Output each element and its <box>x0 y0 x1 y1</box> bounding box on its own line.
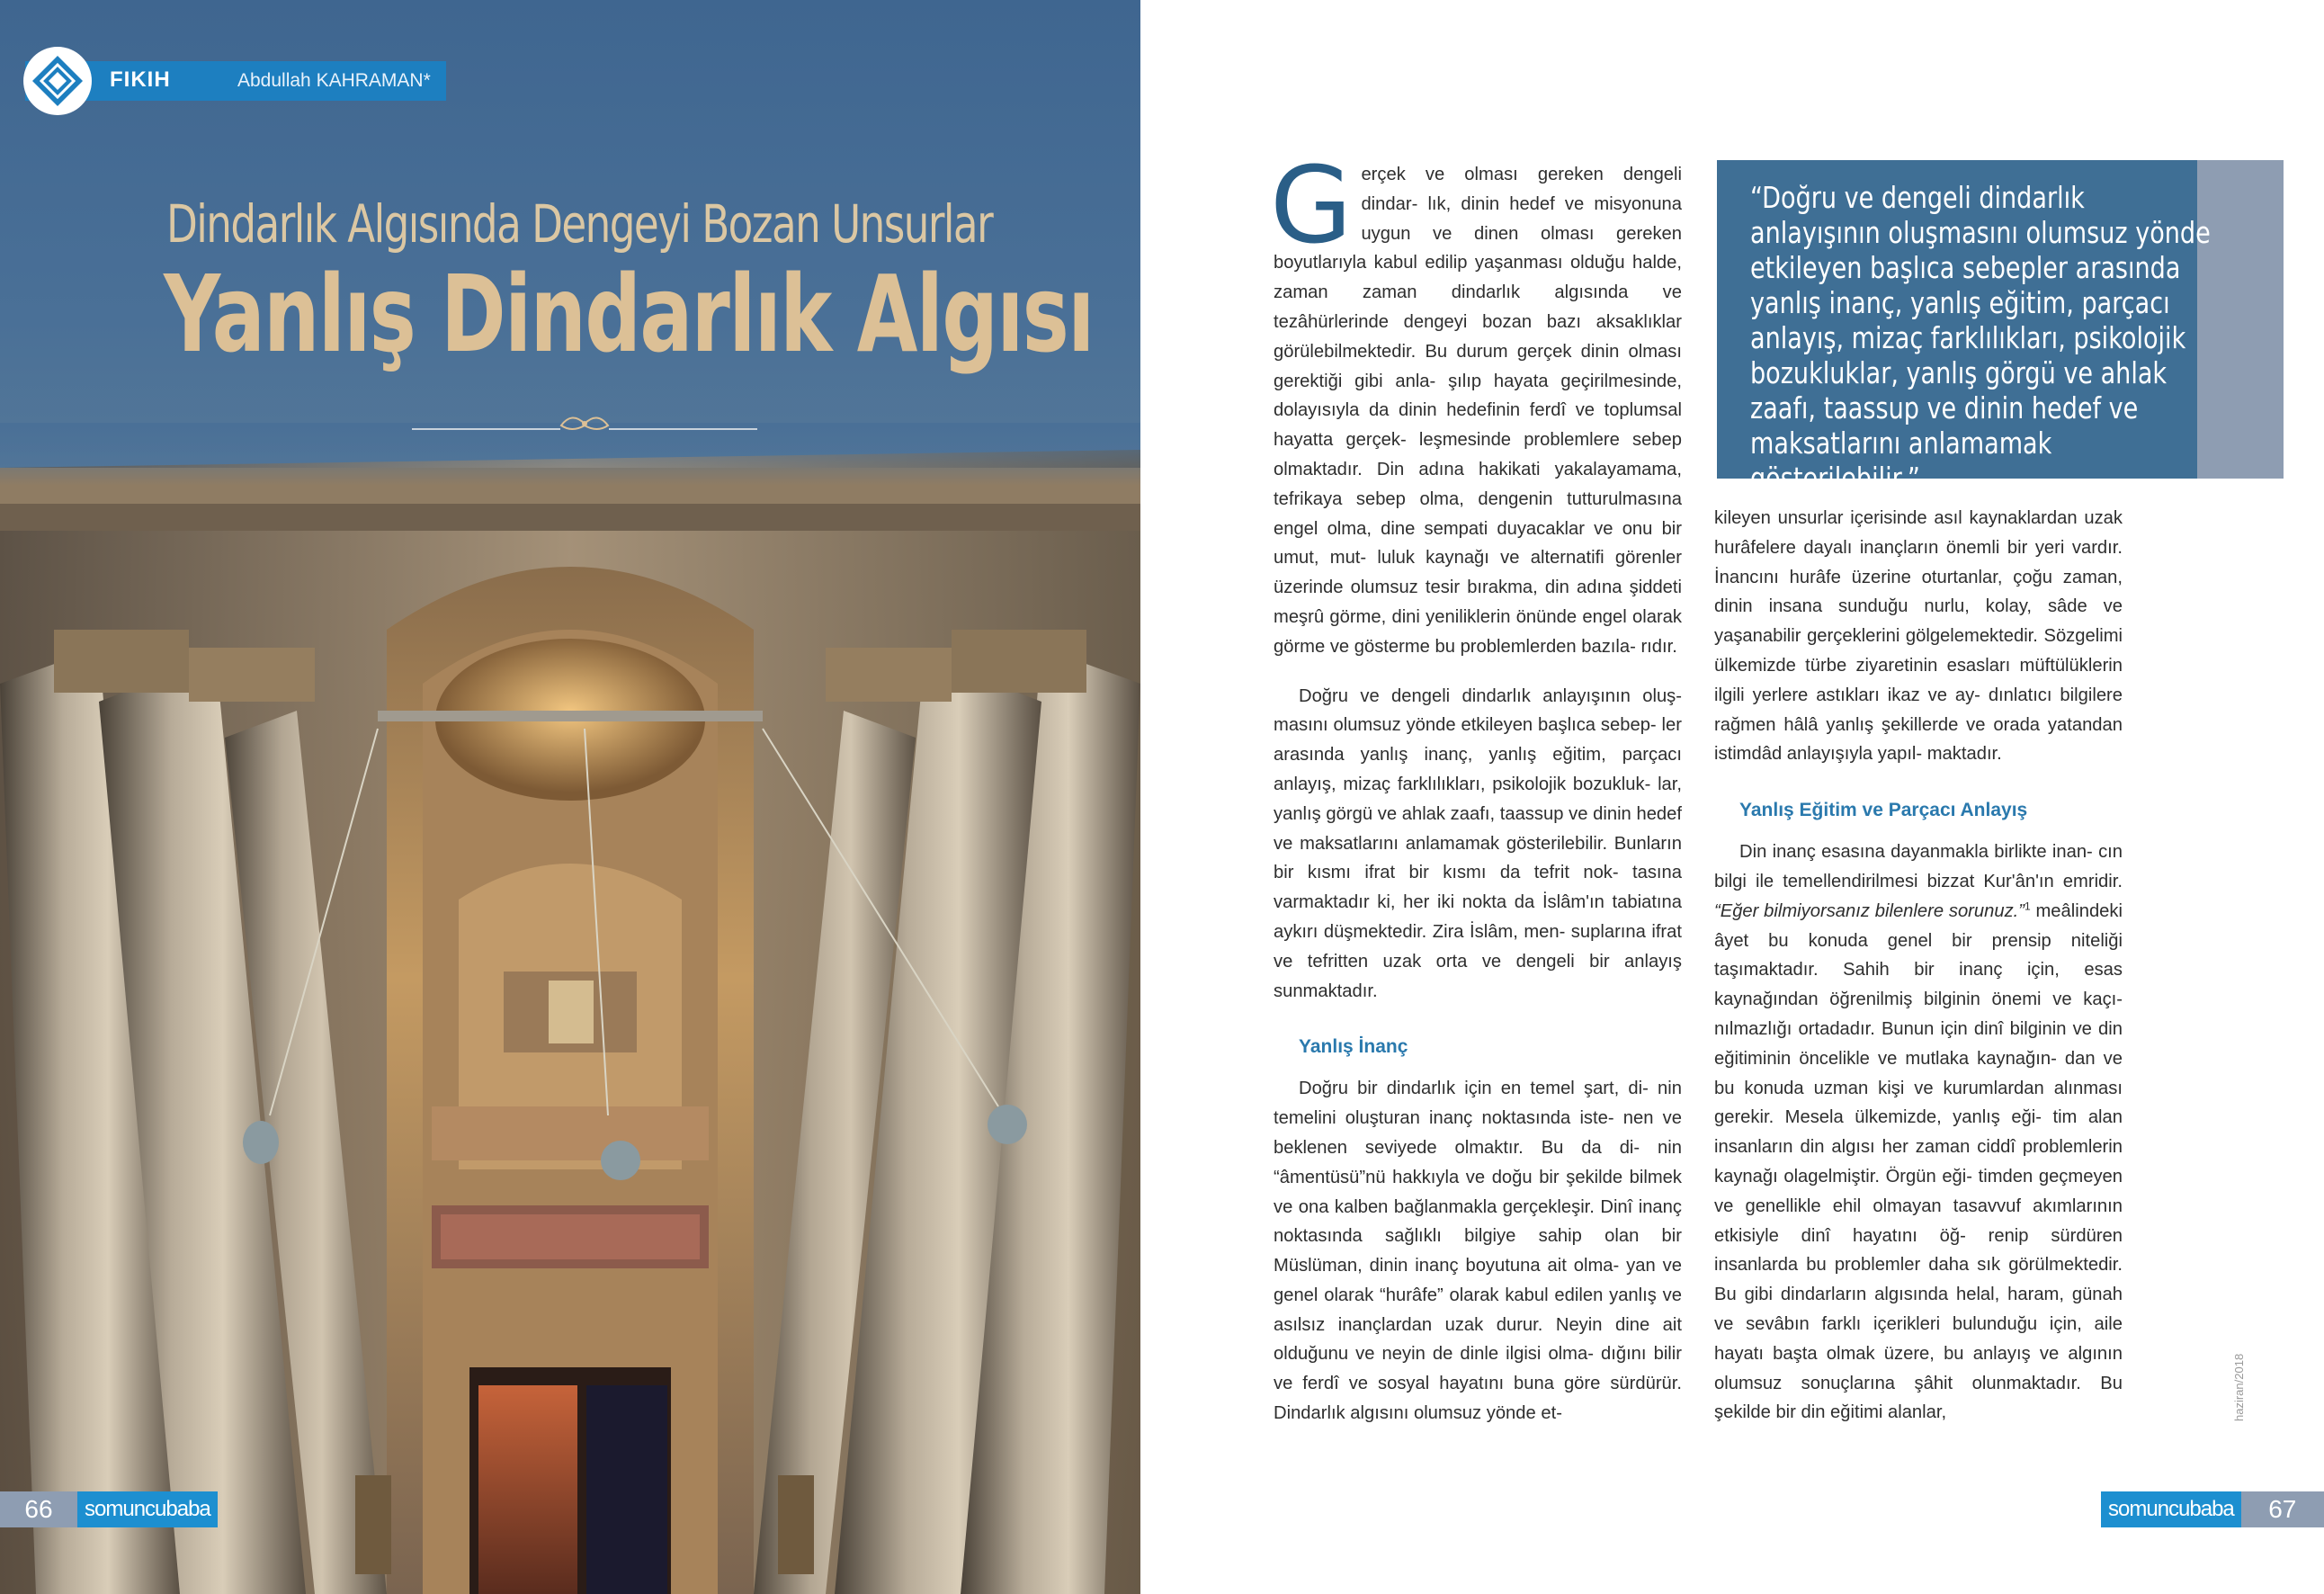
intro-paragraph <box>1270 143 1682 662</box>
page-number-right: 67 <box>2241 1491 2324 1527</box>
left-page <box>0 0 1140 1594</box>
brand-logo <box>77 1491 218 1527</box>
section-label: FIKIH <box>110 67 171 92</box>
text-column-2 <box>1714 504 2123 1428</box>
diamond-knot-icon <box>23 47 92 115</box>
quranic-quote: “Eğer bilmiyorsanız bilenlere sorunuz.” <box>1714 900 2025 921</box>
footnote-marker: 1 <box>2025 900 2031 913</box>
article-subtitle: Dindarlık Algısında Dengeyi Bozan Unsurlar <box>166 193 993 255</box>
paragraph: kileyen unsurlar içerisinde asıl kaynaklardan uzak hurâfelere dayalı inançların önemli bir yeri vardır. İnancını hurâfe üzerine oturtanlar, çoğu zaman, dinin insana sunduğu nurlu, kolay, sâde ve yaşanabilir gerçeklerini gölgelemektedir. Sözgelimi ülkemizde türbe ziyaretinin esasları müftülüklerin ilgili yerlere astıkları ikaz ve ay- dınlatıcı bilgilere rağmen hâlâ yanlış şekillerde ve orada yatandan istimdâd anlayışıyla yapıl- maktadır. <box>1714 508 2123 765</box>
brand-name: somuncubaba <box>2108 1497 2234 1521</box>
intro-text: erçek ve olması gereken dengeli dindar- lık, dinin hedef ve misyonuna uygun ve dinen olması gereken boyutlarıyla kabul edilip yaşanması olduğu halde, zaman zaman dindarlık algısında ve tezâhürlerinde dengeyi bozan bazı aksaklıklar görülebilmektedir. Bu durum gerçek dinin olması gerektiği gibi anla- şılıp hayata geçirilmesinde, dolayısıyla da dinin hedefinin ferdî ve toplumsal hayatta gerçek- leşmesinde problemlere sebep olmaktadır. Din adına hakikati yakalayamama, tefrikaya sebep olma, dengenin tutturulmasına engel olma, dine sempati duyacaklar ve onu bir umut, mut- luluk kaynağı ve alternatifi görenler üzerinde olumsuz tesir bırakma, din adına şiddeti meşrû görme, dini yeniliklerin önünde engel olarak görme ve gösterme bu problemlerden bazıla- rıdır. <box>1274 165 1682 657</box>
folio-left <box>0 1491 218 1527</box>
article-title: Yanlış Dindarlık Algısı <box>164 252 1094 376</box>
drop-cap: G <box>1270 143 1353 267</box>
issue-date: haziran/2018 <box>2232 1353 2246 1421</box>
text-column-1 <box>1270 143 1682 1428</box>
paragraph: Doğru ve dengeli dindarlık anlayışının oluş- masını olumsuz yönde etkileyen başlıca sebep- ler arasında yanlış inanç, yanlış eğitim, parçacı anlayış, mizaç farklılıkları, psikolojik bozukluk- lar, yanlış görgü ve ahlak zaafı, taassup ve dinin hedef ve maksatlarını anlamamak gösterilebilir. Bunların bir kısmı ifrat bir kısmı da tefrit nok- tasına varmaktadır ki, her iki nokta da İslâm'ın tabiatına aykırı düşmektedir. Zira İslâm, men- suplarına ifrat ve tefritten uzak orta ve dengeli bir anlayış sunmaktadır. <box>1274 685 1682 1001</box>
paragraph-start: Din inanç esasına dayanmakla birlikte inan- cın bilgi ile temellendirilmesi bizzat Kur'ân'ın emridir. <box>1714 842 2123 891</box>
brand-logo <box>2101 1491 2241 1527</box>
pullquote-text: “Doğru ve dengeli dindarlık anlayışının oluşmasını olumsuz yönde etkileyen başlıca sebepler arasında yanlış inanç, yanlış eğitim, parçacı anlayış, mizaç farklılıkları, psikolojik bozukluklar, yanlış görgü ve ahlak zaafı, taassup ve dinin hedef ve maksatlarını anlamamak gösterilebilir.” <box>1750 180 2211 496</box>
right-page <box>1140 0 2297 1594</box>
paragraph: Doğru bir dindarlık için en temel şart, di- nin temelini oluşturan inanç noktasında iste- nen ve beklenen seviyede olmaktır. Bu da di- nin “âmentüsü”nü hakkıyla ve doğu bir şekilde bilmek ve ona kalben bağlanmakla gerçekleşir. Dinî inanç noktasında sağlıklı bilgiye sahip olan bir Müslüman, dinin inanç boyutuna ait olma- yan ve genel olarak “hurâfe” olarak kabul edilen yanlış ve asılsız inançlardan uzak durur. Neyin dine ait olduğunu ve neyin de dinle ilgisi olma- dığını bilir ve ferdî ve sosyal hayatını buna göre sürdürür. Dindarlık algısını olumsuz yönde et- <box>1274 1079 1682 1424</box>
section-heading: Yanlış İnanç <box>1299 1036 1408 1058</box>
page-number-left: 66 <box>0 1491 77 1527</box>
brand-name: somuncubaba <box>85 1497 210 1521</box>
folio-right <box>2101 1491 2324 1527</box>
section-heading: Yanlış Eğitim ve Parçacı Anlayış <box>1739 800 2028 821</box>
paragraph-rest: meâlindeki âyet bu konuda genel bir prensip niteliği taşımaktadır. Sahih bir inanç için, esas kaynağından öğrenilmiş bilginin önemi ve kaçı- nılmazlığı ortadadır. Bunun için dinî bilginin ve din eğitiminin öncelikle ve mutlaka kaynağın- dan ve bu konuda uzman kişi ve kurumlardan alınması gerekir. Mesela ülkemizde, yanlış eği- tim alan insanların din algısı her zaman ciddî problemlerin kaynağı olagelmiştir. Örgün eği- timden geçmeyen ve genellikle ehil olmayan tasavvuf akımlarının etkisiyle dinî hayatını öğ- renip sürdüren insanlarda bu problemler daha sık görülmektedir. Bu gibi dindarların algısında helal, haram, günah ve sevâbın farklı içerikleri bulunduğu için, aile hayatı başta olmak üzere, bu anlayış ve algının olumsuz sonuçlarına şâhit olunmaktadır. Bu şekilde bir din eğitimi alanlar, <box>1714 900 2123 1423</box>
scroll-ornament-icon <box>412 407 757 434</box>
paragraph <box>1714 837 2123 1428</box>
author-name: Abdullah KAHRAMAN* <box>237 70 431 91</box>
